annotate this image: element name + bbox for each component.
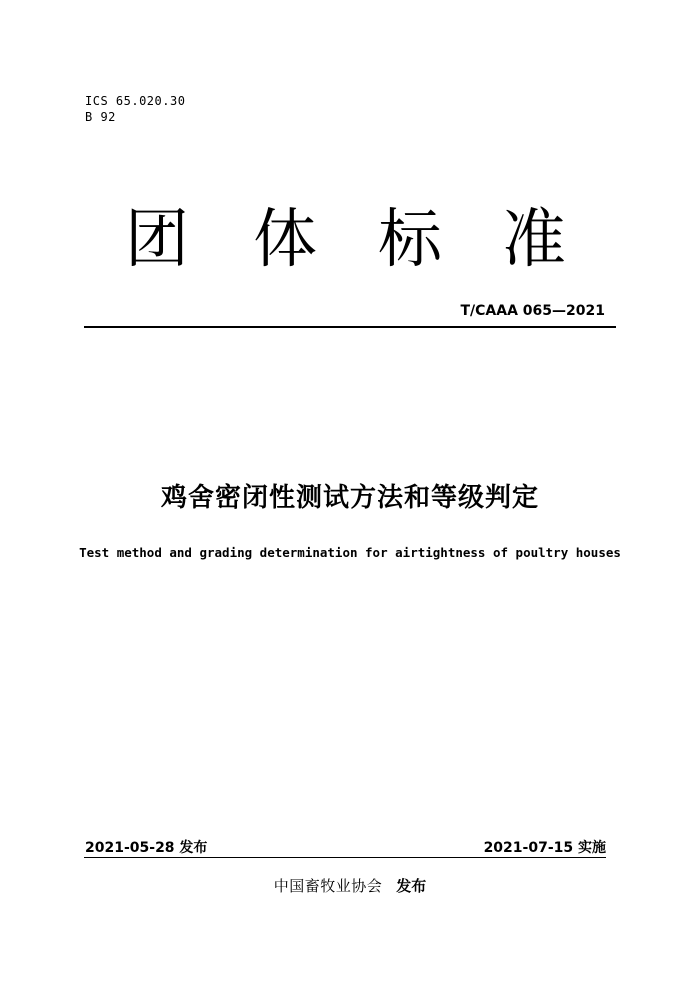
footer-divider [84,857,606,858]
ccs-code: B 92 [85,110,116,124]
document-type-char-1: 团 [125,203,189,277]
standard-number: T/CAAA 065—2021 [460,303,605,319]
title-chinese: 鸡舍密闭性测试方法和等级判定 [160,483,539,513]
title-english: Test method and grading determination for airtightness of poultry houses [79,545,621,560]
publisher-line [0,875,700,896]
ics-code: ICS 65.020.30 [85,94,186,108]
publisher-name: 中国畜牧业协会 [273,877,383,895]
document-type-char-3: 标 [378,203,442,277]
implement-date: 2021-07-15 实施 [483,840,606,856]
document-type-heading [85,200,615,280]
document-type-char-2: 体 [253,203,317,277]
publish-date: 2021-05-28 发布 [85,840,208,856]
document-type-char-4: 准 [502,203,566,277]
publisher-action: 发布 [396,877,427,895]
header-divider [84,326,616,328]
classification-codes [85,93,185,125]
